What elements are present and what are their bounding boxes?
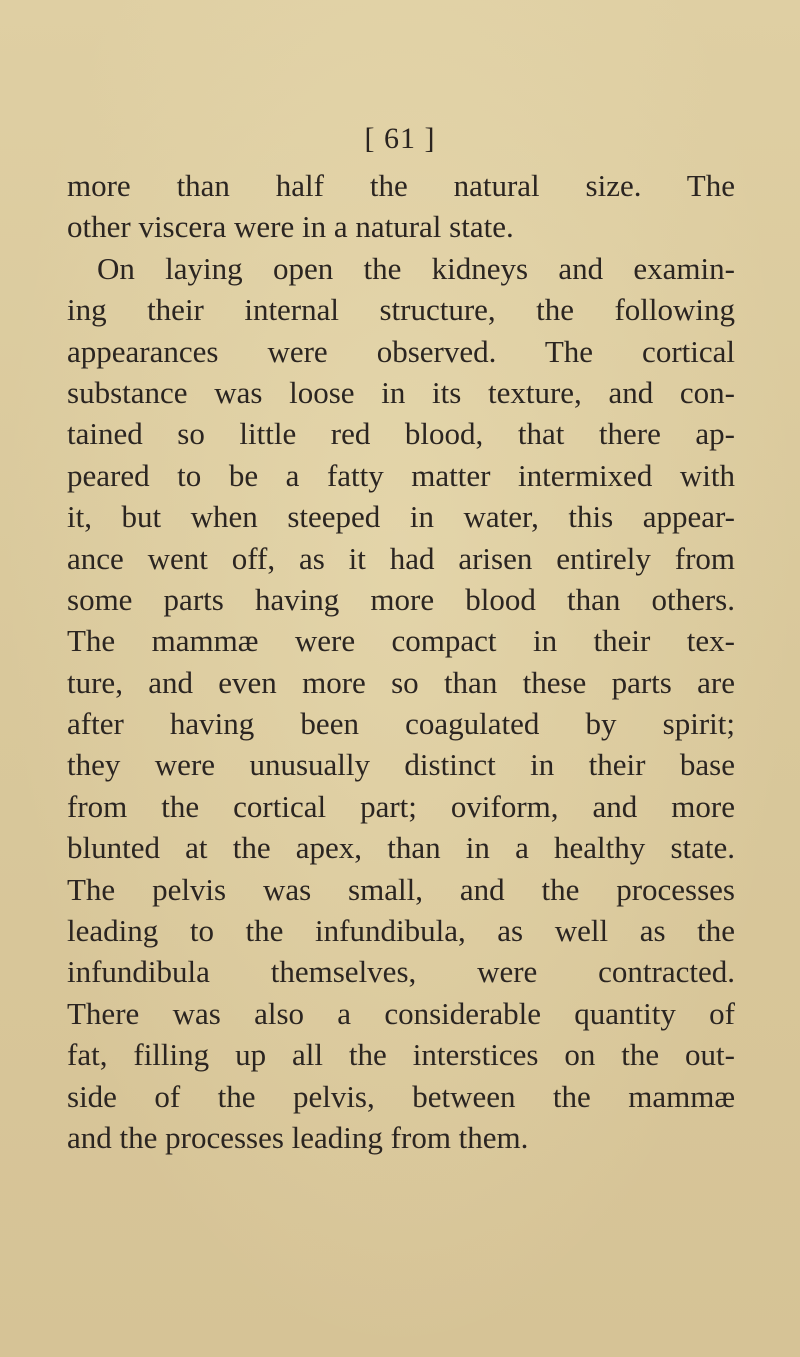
text-line: peared to be a fatty matter intermixed with	[67, 457, 735, 493]
text-line: ture, and even more so than these parts are	[67, 664, 735, 700]
text-line: more than half the natural size. The	[67, 168, 735, 203]
text-line: ing their internal structure, the following	[67, 292, 735, 328]
text-line: side of the pelvis, between the mammæ	[67, 1078, 735, 1114]
text-line: it, but when steeped in water, this appear-	[67, 499, 735, 535]
text-line: The mammæ were compact in their tex-	[67, 623, 735, 659]
body-text	[67, 165, 735, 1158]
text-line: tained so little red blood, that there ap-	[67, 416, 735, 452]
text-line: leading to the infundibula, as well as the	[67, 913, 735, 949]
text-line: from the cortical part; oviform, and more	[67, 788, 735, 824]
text-line: infundibula themselves, were contracted.	[67, 954, 735, 990]
text-line: The pelvis was small, and the processes	[67, 871, 735, 907]
text-line: ance went off, as it had arisen entirely from	[67, 540, 735, 576]
text-line: substance was loose in its texture, and con-	[67, 374, 735, 410]
text-line: and the processes leading from them.	[67, 1119, 529, 1155]
text-line: they were unusually distinct in their base	[67, 747, 735, 783]
text-line: On laying open the kidneys and examin-	[97, 250, 735, 286]
text-line: other viscera were in a natural state.	[67, 209, 514, 245]
text-line: after having been coagulated by spirit;	[67, 706, 735, 742]
text-line: There was also a considerable quantity of	[67, 995, 735, 1031]
text-line: some parts having more blood than others.	[67, 581, 735, 617]
text-line: blunted at the apex, than in a healthy state.	[67, 830, 735, 866]
text-line: appearances were observed. The cortical	[67, 333, 735, 369]
page-number: [ 61 ]	[364, 122, 436, 155]
text-line: fat, filling up all the interstices on the out-	[67, 1037, 735, 1073]
